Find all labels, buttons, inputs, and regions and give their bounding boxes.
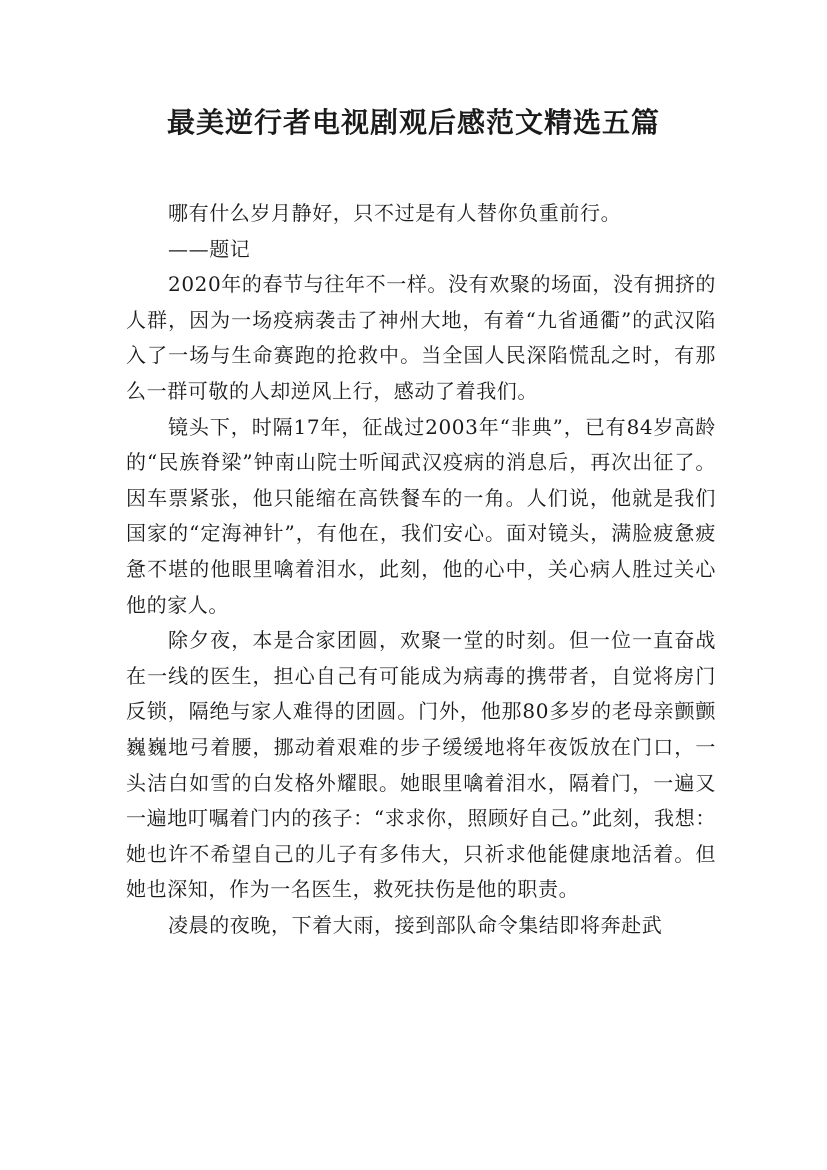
paragraph: 除夕夜，本是合家团圆，欢聚一堂的时刻。但一位一直奋战在一线的医生，担心自己有可能成为病毒的携带者，自觉将房门反锁，隔绝与家人难得的团圆。门外，他那80多岁的老母亲颤颤巍巍地弓着腰，挪动着艰难的步子缓缓地将年夜饭放在门口，一头洁白如雪的白发格外耀眼。她眼里噙着泪水，隔着门，一遍又一遍地叮嘱着门内的孩子：“求求你，照顾好自己。”此刻，我想：她也许不希望自己的儿子有多伟大，只祈求他能健康地活着。但她也深知，作为一名医生，救死扶伤是他的职责。	[126, 628, 716, 902]
paragraph: 凌晨的夜晚，下着大雨，接到部队命令集结即将奔赴武	[168, 912, 663, 937]
paragraph: 镜头下，时隔17年，征战过2003年“非典”，已有84岁高龄的“民族脊梁”钟南山院士听闻武汉疫病的消息后，再次出征了。因车票紧张，他只能缩在高铁餐车的一角。人们说，他就是我们国家的“定海神针”，有他在，我们安心。面对镜头，满脸疲惫疲惫不堪的他眼里噙着泪水，此刻，他的心中，关心病人胜过关心他的家人。	[126, 414, 716, 617]
paragraph: 2020年的春节与往年不一样。没有欢聚的场面，没有拥挤的人群，因为一场疫病袭击了神州大地，有着“九省通衢”的武汉陷入了一场与生命赛跑的抢救中。当全国人民深陷慌乱之时，有那么一群可敬的人却逆风上行，感动了着我们。	[126, 272, 716, 403]
document-body	[126, 196, 716, 943]
paragraph-epigraph-source: ——题记	[168, 236, 251, 261]
paragraph-epigraph: 哪有什么岁月静好，只不过是有人替你负重前行。	[168, 201, 622, 225]
document-title: 最美逆行者电视剧观后感范文精选五篇	[166, 106, 660, 139]
